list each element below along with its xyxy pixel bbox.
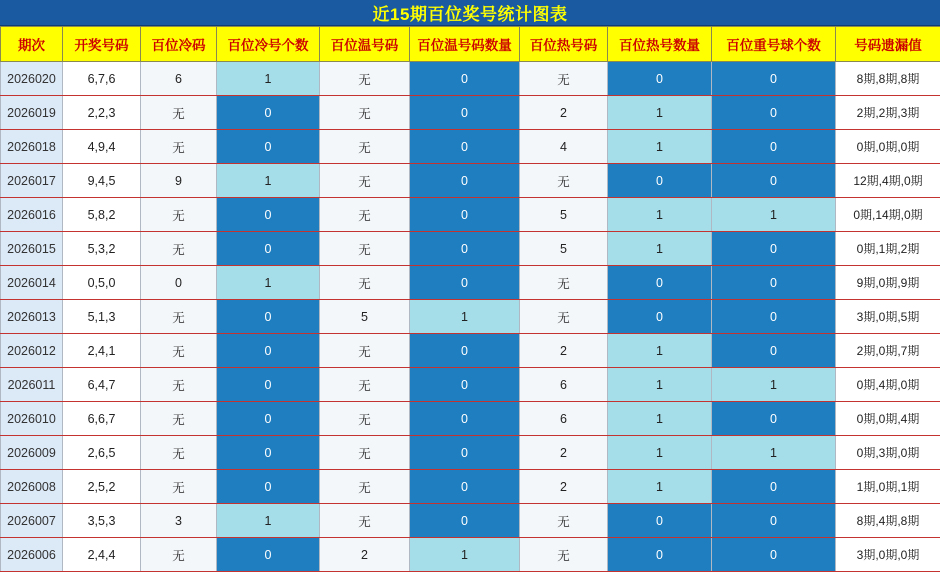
cell-hot-count: 1 <box>608 232 712 266</box>
cell-period: 2026007 <box>1 504 63 538</box>
column-header-missing: 号码遗漏值 <box>836 27 940 62</box>
table-row <box>1 96 940 130</box>
cell-hot-count: 0 <box>608 164 712 198</box>
cell-cold: 无 <box>141 96 217 130</box>
cell-warm: 无 <box>320 96 410 130</box>
cell-period: 2026016 <box>1 198 63 232</box>
table-row <box>1 402 940 436</box>
cell-missing: 0期,0期,4期 <box>836 402 940 436</box>
table-row <box>1 266 940 300</box>
cell-repeat-count: 0 <box>712 130 836 164</box>
page-title: 近15期百位奖号统计图表 <box>373 0 568 25</box>
cell-warm: 无 <box>320 436 410 470</box>
cell-cold: 无 <box>141 198 217 232</box>
cell-hot-count: 1 <box>608 402 712 436</box>
cell-warm-count: 0 <box>410 436 520 470</box>
cell-numbers: 2,4,4 <box>63 538 141 572</box>
cell-warm-count: 0 <box>410 470 520 504</box>
cell-numbers: 3,5,3 <box>63 504 141 538</box>
lottery-statistics-table <box>0 26 940 572</box>
cell-hot: 5 <box>520 232 608 266</box>
cell-numbers: 5,1,3 <box>63 300 141 334</box>
cell-numbers: 2,4,1 <box>63 334 141 368</box>
cell-hot: 无 <box>520 300 608 334</box>
cell-hot-count: 1 <box>608 198 712 232</box>
cell-hot-count: 1 <box>608 470 712 504</box>
cell-period: 2026008 <box>1 470 63 504</box>
cell-hot-count: 1 <box>608 368 712 402</box>
cell-hot: 2 <box>520 436 608 470</box>
cell-cold-count: 1 <box>217 266 320 300</box>
cell-warm: 无 <box>320 402 410 436</box>
cell-numbers: 9,4,5 <box>63 164 141 198</box>
cell-warm: 无 <box>320 198 410 232</box>
cell-repeat-count: 1 <box>712 368 836 402</box>
cell-warm-count: 0 <box>410 164 520 198</box>
cell-hot-count: 0 <box>608 504 712 538</box>
cell-numbers: 4,9,4 <box>63 130 141 164</box>
cell-warm: 无 <box>320 368 410 402</box>
cell-repeat-count: 0 <box>712 164 836 198</box>
table-row <box>1 164 940 198</box>
cell-warm-count: 1 <box>410 300 520 334</box>
cell-hot-count: 0 <box>608 266 712 300</box>
cell-hot-count: 0 <box>608 300 712 334</box>
cell-cold-count: 0 <box>217 470 320 504</box>
cell-warm-count: 0 <box>410 130 520 164</box>
cell-cold-count: 0 <box>217 232 320 266</box>
cell-cold: 无 <box>141 300 217 334</box>
column-header-repeat-count: 百位重号球个数 <box>712 27 836 62</box>
table-row <box>1 368 940 402</box>
table-row <box>1 538 940 572</box>
cell-period: 2026012 <box>1 334 63 368</box>
header-row <box>1 27 940 62</box>
column-header-cold-count: 百位冷号个数 <box>217 27 320 62</box>
cell-warm-count: 0 <box>410 62 520 96</box>
column-header-hot-count: 百位热号数量 <box>608 27 712 62</box>
cell-cold-count: 0 <box>217 334 320 368</box>
cell-repeat-count: 0 <box>712 300 836 334</box>
table-header <box>1 27 940 62</box>
cell-missing: 3期,0期,5期 <box>836 300 940 334</box>
cell-period: 2026019 <box>1 96 63 130</box>
cell-cold: 无 <box>141 402 217 436</box>
cell-period: 2026020 <box>1 62 63 96</box>
cell-cold: 6 <box>141 62 217 96</box>
cell-hot: 无 <box>520 164 608 198</box>
cell-cold-count: 0 <box>217 538 320 572</box>
cell-period: 2026013 <box>1 300 63 334</box>
cell-hot: 2 <box>520 334 608 368</box>
cell-repeat-count: 1 <box>712 436 836 470</box>
cell-warm: 无 <box>320 504 410 538</box>
table-row <box>1 130 940 164</box>
cell-cold-count: 1 <box>217 164 320 198</box>
cell-missing: 8期,8期,8期 <box>836 62 940 96</box>
cell-hot: 6 <box>520 402 608 436</box>
cell-missing: 12期,4期,0期 <box>836 164 940 198</box>
cell-period: 2026017 <box>1 164 63 198</box>
column-header-warm-count: 百位温号码数量 <box>410 27 520 62</box>
cell-cold-count: 1 <box>217 62 320 96</box>
column-header-warm: 百位温号码 <box>320 27 410 62</box>
cell-numbers: 5,8,2 <box>63 198 141 232</box>
cell-repeat-count: 0 <box>712 334 836 368</box>
cell-numbers: 0,5,0 <box>63 266 141 300</box>
table-row <box>1 470 940 504</box>
cell-cold: 无 <box>141 436 217 470</box>
table-row <box>1 62 940 96</box>
cell-cold: 0 <box>141 266 217 300</box>
cell-warm-count: 0 <box>410 232 520 266</box>
cell-hot: 无 <box>520 266 608 300</box>
cell-hot-count: 1 <box>608 96 712 130</box>
cell-repeat-count: 0 <box>712 266 836 300</box>
cell-warm-count: 0 <box>410 96 520 130</box>
cell-period: 2026006 <box>1 538 63 572</box>
cell-numbers: 6,7,6 <box>63 62 141 96</box>
cell-repeat-count: 0 <box>712 62 836 96</box>
cell-missing: 8期,4期,8期 <box>836 504 940 538</box>
cell-numbers: 2,2,3 <box>63 96 141 130</box>
cell-hot: 2 <box>520 470 608 504</box>
cell-hot-count: 1 <box>608 334 712 368</box>
cell-cold: 无 <box>141 232 217 266</box>
cell-hot: 4 <box>520 130 608 164</box>
cell-hot: 无 <box>520 538 608 572</box>
cell-repeat-count: 1 <box>712 198 836 232</box>
table-row <box>1 232 940 266</box>
cell-warm: 无 <box>320 266 410 300</box>
cell-hot: 2 <box>520 96 608 130</box>
cell-missing: 0期,0期,0期 <box>836 130 940 164</box>
cell-hot: 6 <box>520 368 608 402</box>
cell-repeat-count: 0 <box>712 96 836 130</box>
cell-cold: 无 <box>141 470 217 504</box>
cell-period: 2026018 <box>1 130 63 164</box>
cell-warm: 5 <box>320 300 410 334</box>
cell-missing: 3期,0期,0期 <box>836 538 940 572</box>
cell-warm: 无 <box>320 232 410 266</box>
cell-warm: 无 <box>320 334 410 368</box>
cell-hot-count: 1 <box>608 130 712 164</box>
cell-cold-count: 0 <box>217 300 320 334</box>
cell-hot: 无 <box>520 504 608 538</box>
table-body <box>1 62 940 572</box>
cell-numbers: 2,6,5 <box>63 436 141 470</box>
cell-numbers: 2,5,2 <box>63 470 141 504</box>
column-header-hot: 百位热号码 <box>520 27 608 62</box>
column-header-numbers: 开奖号码 <box>63 27 141 62</box>
cell-missing: 9期,0期,9期 <box>836 266 940 300</box>
cell-cold-count: 0 <box>217 368 320 402</box>
cell-repeat-count: 0 <box>712 504 836 538</box>
cell-warm: 无 <box>320 470 410 504</box>
column-header-period: 期次 <box>1 27 63 62</box>
cell-cold-count: 0 <box>217 130 320 164</box>
cell-missing: 0期,4期,0期 <box>836 368 940 402</box>
cell-warm: 2 <box>320 538 410 572</box>
cell-cold-count: 1 <box>217 504 320 538</box>
cell-period: 2026009 <box>1 436 63 470</box>
table-row <box>1 300 940 334</box>
cell-repeat-count: 0 <box>712 470 836 504</box>
cell-repeat-count: 0 <box>712 538 836 572</box>
cell-numbers: 6,4,7 <box>63 368 141 402</box>
table-row <box>1 504 940 538</box>
cell-repeat-count: 0 <box>712 232 836 266</box>
cell-hot-count: 0 <box>608 538 712 572</box>
table-row <box>1 198 940 232</box>
cell-cold: 无 <box>141 130 217 164</box>
cell-missing: 0期,3期,0期 <box>836 436 940 470</box>
cell-warm: 无 <box>320 62 410 96</box>
cell-repeat-count: 0 <box>712 402 836 436</box>
table-row <box>1 436 940 470</box>
cell-warm-count: 0 <box>410 334 520 368</box>
cell-cold-count: 0 <box>217 436 320 470</box>
cell-missing: 0期,14期,0期 <box>836 198 940 232</box>
cell-numbers: 5,3,2 <box>63 232 141 266</box>
cell-period: 2026011 <box>1 368 63 402</box>
cell-cold: 无 <box>141 538 217 572</box>
cell-missing: 1期,0期,1期 <box>836 470 940 504</box>
cell-period: 2026010 <box>1 402 63 436</box>
cell-warm-count: 0 <box>410 198 520 232</box>
cell-hot-count: 1 <box>608 436 712 470</box>
cell-cold: 3 <box>141 504 217 538</box>
cell-numbers: 6,6,7 <box>63 402 141 436</box>
cell-missing: 2期,2期,3期 <box>836 96 940 130</box>
cell-hot: 无 <box>520 62 608 96</box>
cell-period: 2026015 <box>1 232 63 266</box>
cell-period: 2026014 <box>1 266 63 300</box>
cell-warm-count: 0 <box>410 266 520 300</box>
cell-hot: 5 <box>520 198 608 232</box>
cell-cold-count: 0 <box>217 96 320 130</box>
cell-cold: 9 <box>141 164 217 198</box>
cell-warm: 无 <box>320 130 410 164</box>
cell-cold: 无 <box>141 334 217 368</box>
cell-warm-count: 0 <box>410 368 520 402</box>
cell-cold-count: 0 <box>217 198 320 232</box>
table-row <box>1 334 940 368</box>
cell-cold: 无 <box>141 368 217 402</box>
cell-warm-count: 0 <box>410 504 520 538</box>
cell-warm-count: 0 <box>410 402 520 436</box>
cell-hot-count: 0 <box>608 62 712 96</box>
cell-missing: 0期,1期,2期 <box>836 232 940 266</box>
column-header-cold: 百位冷码 <box>141 27 217 62</box>
cell-cold-count: 0 <box>217 402 320 436</box>
page-title-bar <box>0 0 940 26</box>
cell-warm: 无 <box>320 164 410 198</box>
cell-missing: 2期,0期,7期 <box>836 334 940 368</box>
cell-warm-count: 1 <box>410 538 520 572</box>
